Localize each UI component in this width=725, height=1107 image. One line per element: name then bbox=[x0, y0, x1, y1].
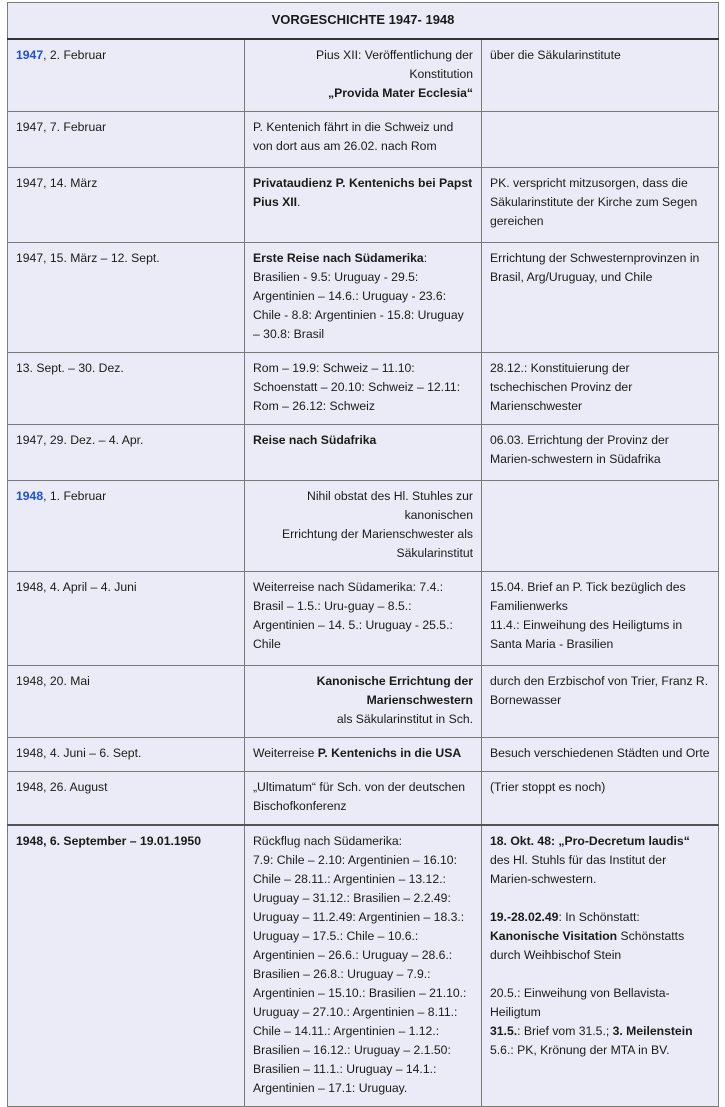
note-text: 20.5.: Einweihung von Bellavista-Heiligtum bbox=[490, 986, 670, 1019]
event-text: als Säkularinstitut in Sch. bbox=[336, 712, 473, 726]
table-row bbox=[8, 39, 719, 112]
note-text: 5.6.: PK, Krönung der MTA in BV. bbox=[490, 1043, 670, 1057]
event-text: Weiterreise bbox=[253, 746, 318, 760]
note-text: 15.04. Brief an P. Tick bezüglich des Familienwerks bbox=[490, 580, 686, 613]
note-cell: durch den Erzbischof von Trier, Franz R. Bornewasser bbox=[482, 666, 719, 738]
event-text-bold: Kanonische Errichtung der Marienschwestern bbox=[316, 674, 473, 707]
event-cell bbox=[245, 738, 482, 772]
note-cell bbox=[482, 112, 719, 168]
note-text-bold: 31.5. bbox=[490, 1024, 518, 1038]
date-year-link[interactable]: 1947 bbox=[16, 48, 44, 62]
table-row bbox=[8, 825, 719, 1107]
event-text: 7.9: Chile – 2.10: Argentinien – 16.10: Chile – 28.11.: Argentinien – 13.12.: Uruguay – 31.12.: Brasilien – 2.2.49: Uruguay – 11.2.49: Argentinien – 18.3.: Uruguay – 17.5.: Chile – 10.6.: Argentinien – 26.6.: Uruguay – 28.6.: Brasilien – 26.8.: Uruguay – 7.9.: Argentinien – 15.10.: Brasilien – 21.10.: Uruguay – 27.10.: Argentinien – 8.11.: Chile – 14.11.: Argentinien – 1.12.: Brasilien – 16.12.: Uruguay – 2.1.50: Brasilien – 11.1.: Uruguay – 14.1.: Argentinien – 17.1: Uruguay. bbox=[253, 853, 467, 1095]
event-text: Nihil obstat des Hl. Stuhles zur kanonischen bbox=[307, 489, 473, 522]
event-cell bbox=[245, 243, 482, 353]
note-text-bold: 3. Meilenstein bbox=[612, 1024, 693, 1038]
date-cell: 1947, 14. März bbox=[8, 168, 245, 243]
note-cell: über die Säkularinstitute bbox=[482, 39, 719, 112]
note-text-bold: 18. Okt. 48: „Pro-Decretum laudis“ bbox=[490, 834, 690, 848]
date-text: , 2. Februar bbox=[43, 48, 107, 62]
event-cell bbox=[245, 825, 482, 1107]
event-cell: P. Kentenich fährt in die Schweiz und von dort aus am 26.02. nach Rom bbox=[245, 112, 482, 168]
note-text: : Brief vom 31.5.; bbox=[517, 1024, 613, 1038]
note-paragraph bbox=[490, 908, 710, 965]
note-text: des Hl. Stuhls für das Institut der Marien-schwestern. bbox=[490, 853, 667, 886]
date-year-link[interactable]: 1948 bbox=[16, 489, 44, 503]
table-title: VORGESCHICHTE 1947- 1948 bbox=[8, 3, 719, 40]
event-text-bold: „Provida Mater Ecclesia“ bbox=[328, 86, 473, 100]
date-cell: 1948, 20. Mai bbox=[8, 666, 245, 738]
note-text-bold: 19.-28.02.49 bbox=[490, 910, 559, 924]
event-cell: Rom – 19.9: Schweiz – 11.10: Schoenstatt – 20.10: Schweiz – 12.11: Rom – 26.12: Schweiz bbox=[245, 353, 482, 425]
table-header-row bbox=[8, 3, 719, 40]
note-cell: 06.03. Errichtung der Provinz der Marien-schwestern in Südafrika bbox=[482, 425, 719, 481]
date-cell bbox=[8, 39, 245, 112]
table-row bbox=[8, 481, 719, 572]
table-row bbox=[8, 666, 719, 738]
note-text: : In Schönstatt: bbox=[558, 910, 640, 924]
note-cell: Errichtung der Schwesternprovinzen in Brasil, Arg/Uruguay, und Chile bbox=[482, 243, 719, 353]
event-text: . bbox=[297, 195, 301, 209]
table-row bbox=[8, 353, 719, 425]
event-cell bbox=[245, 39, 482, 112]
date-cell: 1947, 15. März – 12. Sept. bbox=[8, 243, 245, 353]
note-text: 11.4.: Einweihung des Heiligtums in Santa Maria - Brasilien bbox=[490, 618, 683, 651]
note-cell bbox=[482, 572, 719, 666]
date-cell: 1947, 7. Februar bbox=[8, 112, 245, 168]
event-text-bold: Reise nach Südafrika bbox=[253, 433, 377, 447]
date-cell: 1948, 26. August bbox=[8, 772, 245, 826]
date-cell: 1948, 4. April – 4. Juni bbox=[8, 572, 245, 666]
note-cell: 28.12.: Konstituierung der tschechischen Provinz der Marienschwester bbox=[482, 353, 719, 425]
note-text: Schönstatts durch Weihbischof Stein bbox=[490, 929, 685, 962]
date-cell: 13. Sept. – 30. Dez. bbox=[8, 353, 245, 425]
event-cell: „Ultimatum“ für Sch. von der deutschen Bischofkonferenz bbox=[245, 772, 482, 826]
date-cell bbox=[8, 481, 245, 572]
table-row bbox=[8, 572, 719, 666]
event-text: Rückflug nach Südamerika: bbox=[253, 834, 403, 848]
table-row bbox=[8, 425, 719, 481]
table-row bbox=[8, 772, 719, 826]
note-cell: (Trier stoppt es noch) bbox=[482, 772, 719, 826]
table-row bbox=[8, 168, 719, 243]
note-cell bbox=[482, 825, 719, 1107]
date-text: , 1. Februar bbox=[43, 489, 107, 503]
table-row bbox=[8, 243, 719, 353]
event-text-bold: P. Kentenichs in die USA bbox=[317, 746, 462, 760]
event-cell bbox=[245, 481, 482, 572]
event-text-bold: Erste Reise nach Südamerika bbox=[253, 251, 424, 265]
event-text-bold: Privataudienz P. Kentenichs bei Papst Pius XII bbox=[253, 176, 473, 209]
event-text: Pius XII: Veröffentlichung der Konstitution bbox=[316, 48, 473, 81]
note-cell bbox=[482, 481, 719, 572]
date-cell: 1948, 4. Juni – 6. Sept. bbox=[8, 738, 245, 772]
note-cell: Besuch verschiedenen Städten und Orte bbox=[482, 738, 719, 772]
table-row bbox=[8, 738, 719, 772]
date-cell: 1947, 29. Dez. – 4. Apr. bbox=[8, 425, 245, 481]
note-text-bold: Kanonische Visitation bbox=[490, 929, 618, 943]
date-cell: 1948, 6. September – 19.01.1950 bbox=[8, 825, 245, 1107]
event-cell bbox=[245, 168, 482, 243]
event-cell bbox=[245, 666, 482, 738]
event-text: Errichtung der Marienschwester als Säkularinstitut bbox=[281, 527, 473, 560]
chronology-table bbox=[7, 2, 719, 1107]
event-cell bbox=[245, 425, 482, 481]
table-row bbox=[8, 112, 719, 168]
event-text: : Brasilien - 9.5: Uruguay - 29.5: Argentinien – 14.6.: Uruguay - 23.6: Chile - 8.8: Argentinien - 15.8: Uruguay – 30.8: Brasil bbox=[253, 251, 464, 341]
note-cell: PK. verspricht mitzusorgen, dass die Säkularinstitute der Kirche zum Segen gereichen bbox=[482, 168, 719, 243]
note-paragraph bbox=[490, 832, 710, 889]
event-cell: Weiterreise nach Südamerika: 7.4.: Brasil – 1.5.: Uru-guay – 8.5.: Argentinien – 14. 5.: Uruguay - 25.5.: Chile bbox=[245, 572, 482, 666]
note-paragraph bbox=[490, 1022, 710, 1041]
